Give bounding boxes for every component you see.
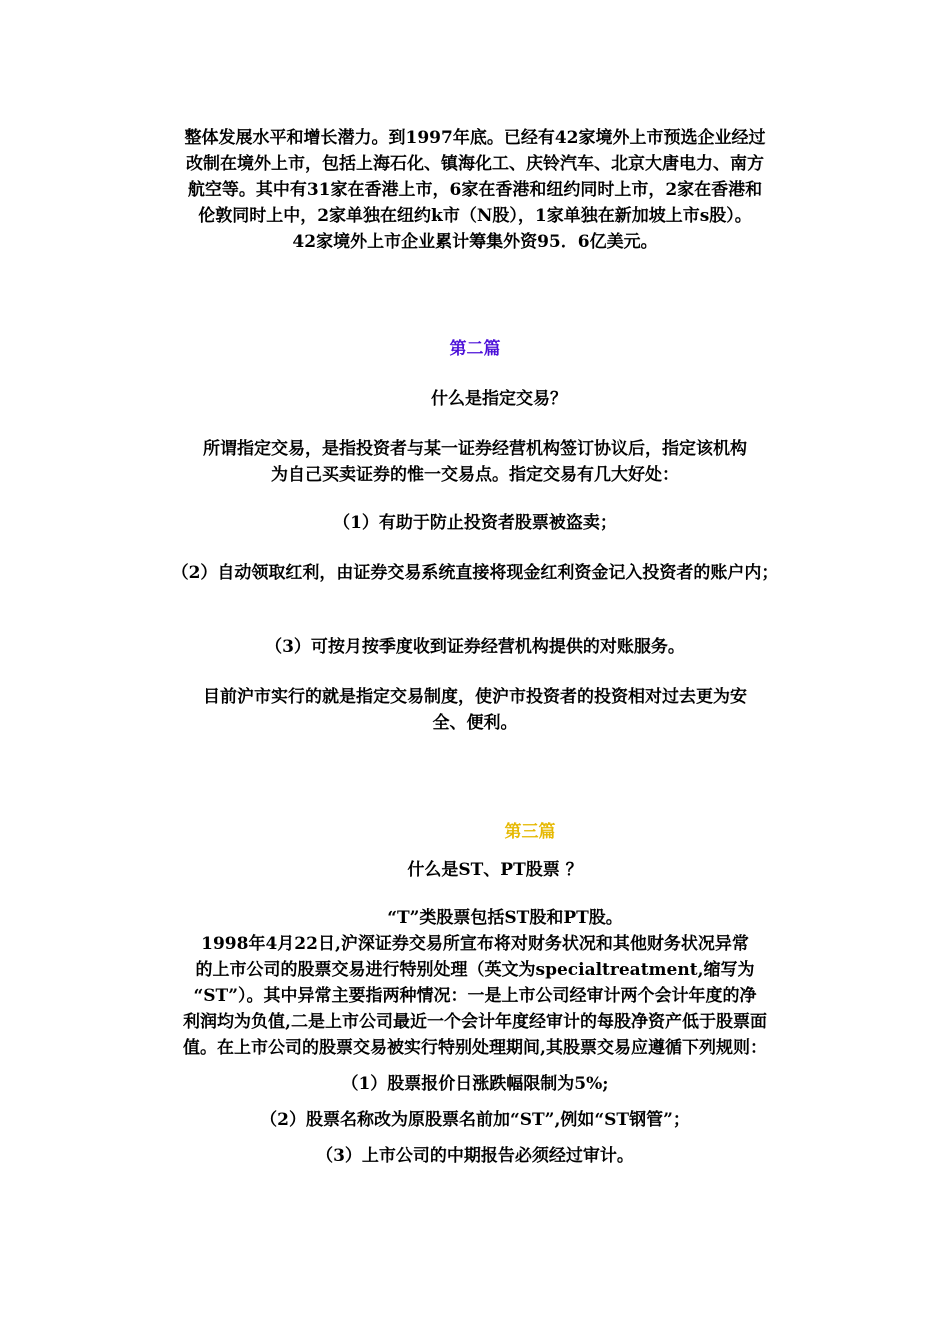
section1-line-4: 伦敦同时上中，2家单独在纽约k市（N股），1家单独在新加坡上市s股）。: [198, 206, 752, 226]
section3-rule-2: （2）股票名称改为原股票名前加“ST”,例如“ST钢管”；: [260, 1110, 690, 1130]
section2-closing-line-2: 全、便利。: [432, 713, 518, 733]
section3-line-5: 利润均为负值,二是上市公司最近一个会计年度经审计的每股净资产低于股票面: [183, 1012, 767, 1032]
section2-question: 什么是指定交易？: [431, 389, 567, 409]
section3-line-3: 的上市公司的股票交易进行特别处理（英文为specialtreatment,缩写为: [195, 960, 755, 980]
section2-heading: 第二篇: [449, 339, 501, 359]
section3-line-2: 1998年4月22日,沪深证券交易所宣布将对财务状况和其他财务状况异常: [201, 934, 749, 954]
section3-rule-1: （1）股票报价日涨跌幅限制为5%;: [341, 1074, 609, 1094]
section3-rule-3: （3）上市公司的中期报告必须经过审计。: [316, 1146, 634, 1166]
section1-line-2: 改制在境外上市，包括上海石化、镇海化工、庆铃汽车、北京大唐电力、南方: [186, 154, 764, 174]
section2-item-2: （2）自动领取红利，由证券交易系统直接将现金红利资金记入投资者的账户内；: [171, 563, 779, 583]
section3-line-1: “T”类股票包括ST股和PT股。: [387, 908, 623, 928]
section2-item-3: （3）可按月按季度收到证券经营机构提供的对账服务。: [265, 637, 685, 657]
section3-heading: 第三篇: [504, 822, 556, 842]
section1-line-1: 整体发展水平和增长潜力。到1997年底。已经有42家境外上市预选企业经过: [184, 128, 766, 148]
section2-closing-line-1: 目前沪市实行的就是指定交易制度，使沪市投资者的投资相对过去更为安: [203, 687, 747, 707]
section3-line-4: “ST”）。其中异常主要指两种情况：一是上市公司经审计两个会计年度的净: [193, 986, 757, 1006]
section3-question: 什么是ST、PT股票 ？: [407, 860, 583, 880]
section2-intro-line-1: 所谓指定交易，是指投资者与某一证券经营机构签订协议后，指定该机构: [203, 439, 747, 459]
section3-line-6: 值。在上市公司的股票交易被实行特别处理期间,其股票交易应遵循下列规则：: [183, 1038, 767, 1058]
section1-line-5: 42家境外上市企业累计筹集外资95．6亿美元。: [292, 232, 658, 252]
section1-line-3: 航空等。其中有31家在香港上市，6家在香港和纽约同时上市，2家在香港和: [187, 180, 763, 200]
section2-item-1: （1）有助于防止投资者股票被盗卖；: [333, 513, 617, 533]
section2-intro-line-2: 为自己买卖证券的惟一交易点。指定交易有几大好处：: [271, 465, 679, 485]
